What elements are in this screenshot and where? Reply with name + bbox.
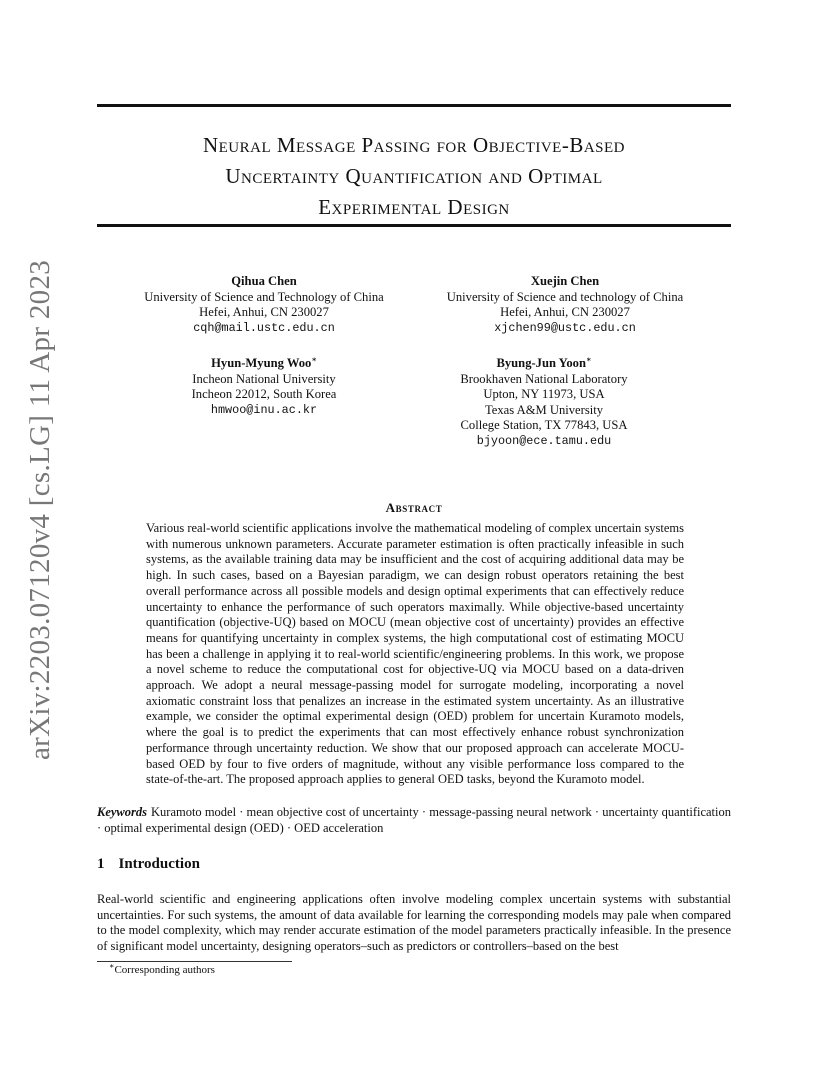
keywords bbox=[97, 805, 731, 836]
author-block bbox=[130, 274, 398, 336]
title-rule-bottom bbox=[97, 224, 731, 227]
author-block bbox=[150, 356, 378, 418]
abstract-heading: Abstract bbox=[385, 500, 443, 515]
footnote-mark: ∗ bbox=[109, 961, 115, 971]
author-name-text: Byung-Jun Yoon bbox=[496, 356, 586, 370]
author-affiliation: Incheon 22012, South Korea bbox=[191, 387, 337, 401]
corresponding-mark: ∗ bbox=[311, 354, 317, 364]
author-name bbox=[150, 356, 378, 372]
title-line-1: Neural Message Passing for Objective-Based bbox=[202, 133, 626, 157]
author-name bbox=[430, 356, 658, 372]
introduction-paragraph: Real-world scientific and engineering applications often involve modeling complex uncertain systems with substantial uncertainties. For such systems, the amount of data available for learning the corresponding models may pale when compared to the model complexity, which may render accurate estimation of the model parameters practically infeasible. In the presence of significant model uncertainty, designing operators–such as predictors or controllers–based on the best bbox=[97, 892, 731, 954]
author-name: Qihua Chen bbox=[231, 274, 297, 288]
title-line-3: Experimental Design bbox=[318, 195, 510, 219]
author-block bbox=[430, 274, 700, 336]
title-rule-top bbox=[97, 104, 731, 107]
footnote bbox=[109, 961, 215, 976]
keywords-text: Kuramoto model · mean objective cost of uncertainty · message-passing neural network · uncertainty quantification · optimal experimental design (OED) · OED acceleration bbox=[97, 805, 731, 835]
author-block bbox=[430, 356, 658, 449]
section-heading bbox=[97, 856, 200, 873]
paper-title bbox=[97, 130, 731, 223]
section-number: 1 bbox=[97, 856, 105, 872]
footnote-rule bbox=[97, 961, 292, 962]
arxiv-identifier: arXiv:2203.07120v4 [cs.LG] 11 Apr 2023 bbox=[24, 259, 56, 760]
footnote-text: Corresponding authors bbox=[114, 964, 215, 976]
author-email: hmwoo@inu.ac.kr bbox=[210, 402, 318, 417]
title-line-2: Uncertainty Quantification and Optimal bbox=[225, 164, 603, 188]
author-affiliation: University of Science and Technology of China bbox=[144, 289, 384, 304]
author-affiliation: Hefei, Anhui, CN 230027 bbox=[500, 305, 630, 319]
author-affiliation: Incheon National University bbox=[192, 371, 336, 386]
author-email: xjchen99@ustc.edu.cn bbox=[494, 320, 636, 335]
author-affiliation: Brookhaven National Laboratory bbox=[460, 371, 628, 386]
author-name-text: Hyun-Myung Woo bbox=[211, 356, 312, 370]
author-affiliation: University of Science and technology of China bbox=[446, 289, 684, 304]
section-title: Introduction bbox=[118, 856, 200, 872]
author-affiliation: College Station, TX 77843, USA bbox=[460, 418, 628, 432]
author-affiliation: Upton, NY 11973, USA bbox=[483, 387, 605, 401]
keywords-label: Keywords bbox=[97, 805, 147, 819]
corresponding-mark: ∗ bbox=[585, 354, 592, 364]
author-email: bjyoon@ece.tamu.edu bbox=[476, 433, 612, 448]
author-affiliation: Hefei, Anhui, CN 230027 bbox=[199, 305, 329, 319]
abstract-text: Various real-world scientific applications involve the mathematical modeling of complex uncertain systems with numerous unknown parameters. Accurate parameter estimation is often practically infeasible in such systems, as the available training data may be insufficient and the cost of acquiring additional data may be high. In such cases, based on a Bayesian paradigm, we can design robust operators retaining the best overall performance across all possible models and design optimal experiments that can effectively reduce uncertainty to enhance the performance of such operators maximally. While objective-based uncertainty quantification (objective-UQ) based on MOCU (mean objective cost of uncertainty) provides an effective means for quantifying uncertainty in complex systems, the high computational cost of estimating MOCU has been a challenge in applying it to real-world scientific/engineering problems. In this work, we propose a novel scheme to reduce the computational cost for objective-UQ via MOCU based on a data-driven approach. We adopt a neural message-passing model for surrogate modeling, incorporating a novel axiomatic constraint loss that penalizes an increase in the estimated system uncertainty. As an illustrative example, we consider the optimal experimental design (OED) problem for uncertain Kuramoto models, where the goal is to predict the experiments that can most effectively enhance robust synchronization performance through uncertainty reduction. We show that our proposed approach can accelerate MOCU-based OED by four to five orders of magnitude, without any visible performance loss compared to the state-of-the-art. The proposed approach applies to general OED tasks, beyond the Kuramoto model. bbox=[146, 521, 684, 787]
author-name: Xuejin Chen bbox=[530, 274, 600, 288]
author-affiliation: Texas A&M University bbox=[484, 402, 604, 417]
author-email: cqh@mail.ustc.edu.cn bbox=[193, 320, 335, 335]
